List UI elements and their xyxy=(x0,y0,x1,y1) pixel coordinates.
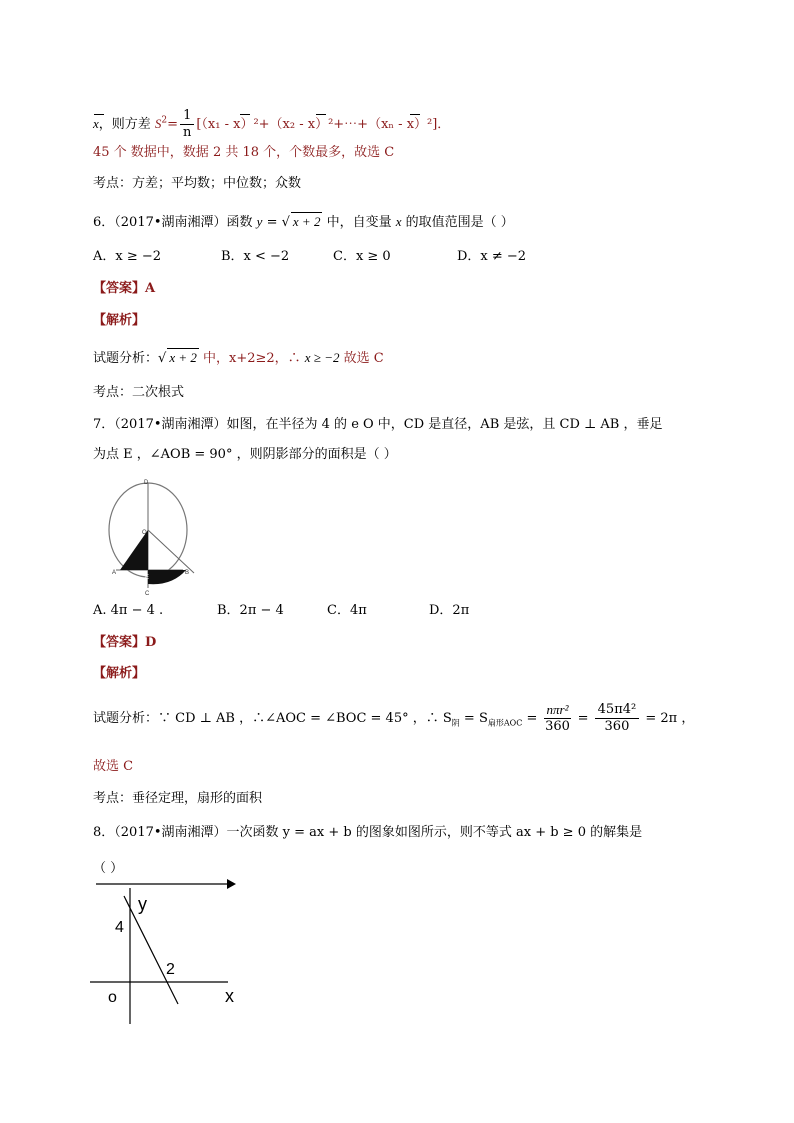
x-intercept-label: 2 xyxy=(166,961,175,978)
circle-figure xyxy=(108,478,208,598)
x-axis-label: x xyxy=(225,986,234,1006)
fraction-sector-value: $\frac{\text{45π4²}}{360}$ xyxy=(595,702,640,735)
q7-option-c: C．4π xyxy=(327,603,367,618)
label-b: B xyxy=(185,570,190,576)
q6-option-b: B．x < −2 xyxy=(221,249,290,264)
q6-options xyxy=(93,248,526,266)
label-o: O xyxy=(142,530,147,536)
q7-option-d: D．2π xyxy=(429,603,470,618)
label-e: E xyxy=(145,575,150,581)
y-intercept-label: 4 xyxy=(115,919,124,936)
origin-label: o xyxy=(108,989,117,1006)
q7-jiexi: 【解析】 xyxy=(93,666,146,681)
label-d: D xyxy=(144,480,149,486)
q6-jiexi: 【解析】 xyxy=(93,313,146,328)
q7-analysis: 试题分析：∵ CD ⊥ AB ，∴∠AOC = ∠BOC = 45° ，∴ $S_阴 = S_{扇形AOC}$ = $\frac{\text{nπr²}}{360}$ = $\frac{\text{45π4²}}{360}$ = 2π ， xyxy=(93,702,695,734)
label-c: C xyxy=(145,591,150,597)
label-a: A xyxy=(112,570,117,576)
question-8-line2: （ ） xyxy=(93,861,124,876)
linear-function-graph xyxy=(86,876,256,1036)
fraction-sector-formula: $\frac{\text{nπr²}}{360}$ xyxy=(545,702,570,734)
question-7-line1: 7．（2017•湖南湘潭）如图，在半径为 4 的 e O 中，CD 是直径，AB 是弦，且 CD ⊥ AB ，垂足 xyxy=(93,417,663,432)
q6-option-a: A．x ≥ −2 xyxy=(93,249,162,264)
q6-option-c: C．x ≥ 0 xyxy=(333,249,391,264)
q7-options xyxy=(93,602,469,620)
kaodian-variance: 考点：方差；平均数；中位数；众数 xyxy=(93,176,302,191)
q6-kaodian: 考点：二次根式 xyxy=(93,385,185,400)
question-6: 6．（2017•湖南湘潭）函数 y = √ x + 2 中，自变量 x 的取值范围是（ ） xyxy=(93,214,514,230)
y-axis-label: y xyxy=(138,894,147,914)
question-8-line1: 8．（2017•湖南湘潭）一次函数 y = ax + b 的图象如图所示，则不等式 ax + b ≥ 0 的解集是 xyxy=(93,825,643,840)
question-7-line2: 为点 E ，∠AOB = 90° ，则阴影部分的面积是（ ） xyxy=(93,447,397,462)
q6-answer: 【答案】A xyxy=(93,281,156,296)
mode-explanation: 45 个 数据中，数据 2 共 18 个，个数最多，故选 C xyxy=(93,145,395,160)
q6-option-d: D．x ≠ −2 xyxy=(457,249,527,264)
q7-option-a: A. 4π − 4 . xyxy=(93,603,164,618)
fraction-one-over-n: $\frac{1}{n}$ xyxy=(180,108,194,141)
q7-answer: 【答案】D xyxy=(93,635,157,650)
q7-option-b: B．2π − 4 xyxy=(217,603,284,618)
q7-conclude: 故选 C xyxy=(93,759,134,774)
variance-formula: x，则方差 $S^2=$ $\frac{1}{n}$ [（x₁ - x）²+（x₂ - x）²+⋯+（xₙ - x）²]． xyxy=(93,108,451,140)
q7-kaodian: 考点：垂径定理，扇形的面积 xyxy=(93,791,263,806)
q6-analysis: 试题分析：√ x + 2 中，x+2≥2，∴ x ≥ −2 故选 C xyxy=(93,350,384,366)
